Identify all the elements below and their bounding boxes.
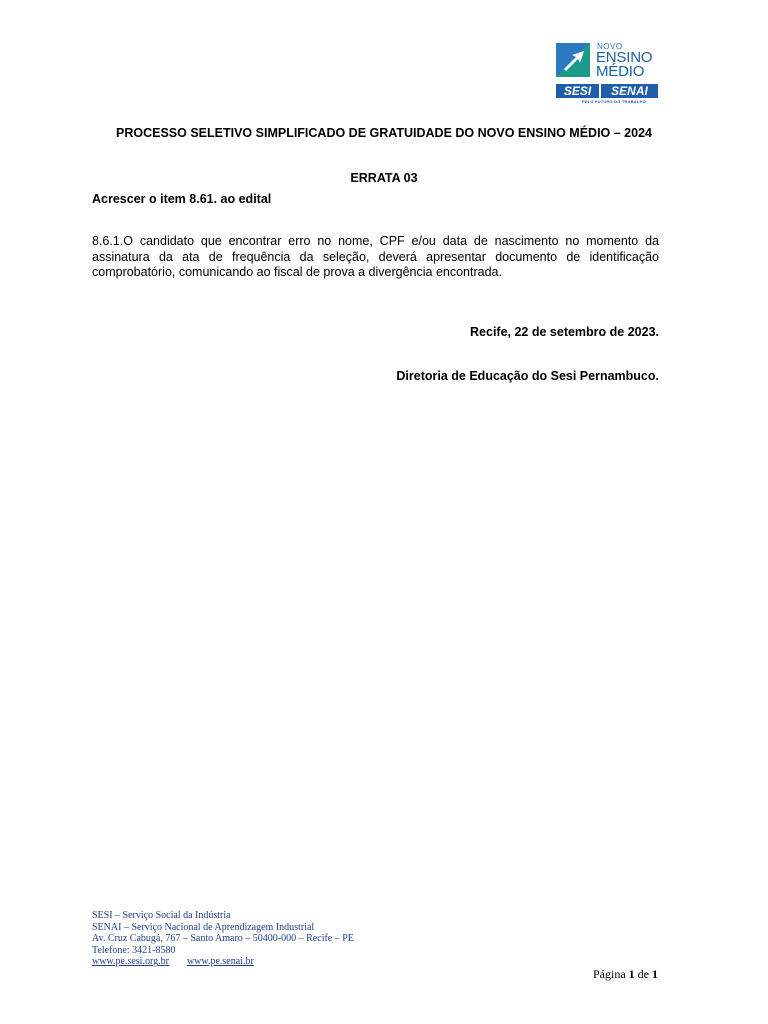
novo-ensino-medio-logo: [556, 42, 660, 106]
errata-paragraph: 8.6.1.O candidato que encontrar erro no nome, CPF e/ou data de nascimento no momento da assinatura da ata de frequência da seleção, deverá apresentar documento de identificação comprobatório, comunicando ao fiscal de prova a divergência encontrada.: [92, 234, 659, 279]
logo-senai-text: SENAI: [601, 84, 658, 98]
page-of: de: [637, 967, 649, 981]
footer-links: [92, 956, 354, 968]
logo-brand-bar: [556, 84, 658, 98]
errata-subtitle: Acrescer o item 8.61. ao edital: [92, 192, 272, 206]
page-total: 1: [652, 967, 658, 981]
document-title: PROCESSO SELETIVO SIMPLIFICADO DE GRATUIDADE DO NOVO ENSINO MÉDIO – 2024: [116, 126, 652, 140]
page-current: 1: [628, 967, 635, 981]
logo-ensino-text: ENSINO: [596, 49, 653, 66]
footer-address-line: Av. Cruz Cabugá, 767 – Santo Amaro – 50400-000 – Recife – PE: [92, 933, 354, 945]
logo-tagline: PELO FUTURO DO TRABALHO: [582, 99, 646, 104]
sesi-website-link[interactable]: www.pe.sesi.org.br: [92, 956, 169, 968]
errata-heading: ERRATA 03: [350, 171, 418, 185]
logo-novo-text: NOVO: [597, 42, 623, 51]
footer: [92, 910, 354, 968]
page-label: Página: [593, 967, 626, 981]
senai-website-link[interactable]: www.pe.senai.br: [186, 956, 254, 968]
footer-phone-line: Telefone: 3421-8580: [92, 944, 176, 956]
page-number: [593, 967, 658, 982]
arrow-logo-icon: [556, 43, 590, 77]
footer-senai-line: SENAI – Serviço Nacional de Aprendizagem Industrial: [92, 921, 315, 933]
document-signature: Diretoria de Educação do Sesi Pernambuco.: [396, 369, 659, 383]
logo-sesi-text: SESI: [556, 84, 599, 98]
document-date: Recife, 22 de setembro de 2023.: [470, 325, 659, 339]
logo-medio-text: MÉDIO: [596, 63, 645, 80]
footer-sesi-line: SESI – Serviço Social da Indústria: [92, 910, 231, 921]
